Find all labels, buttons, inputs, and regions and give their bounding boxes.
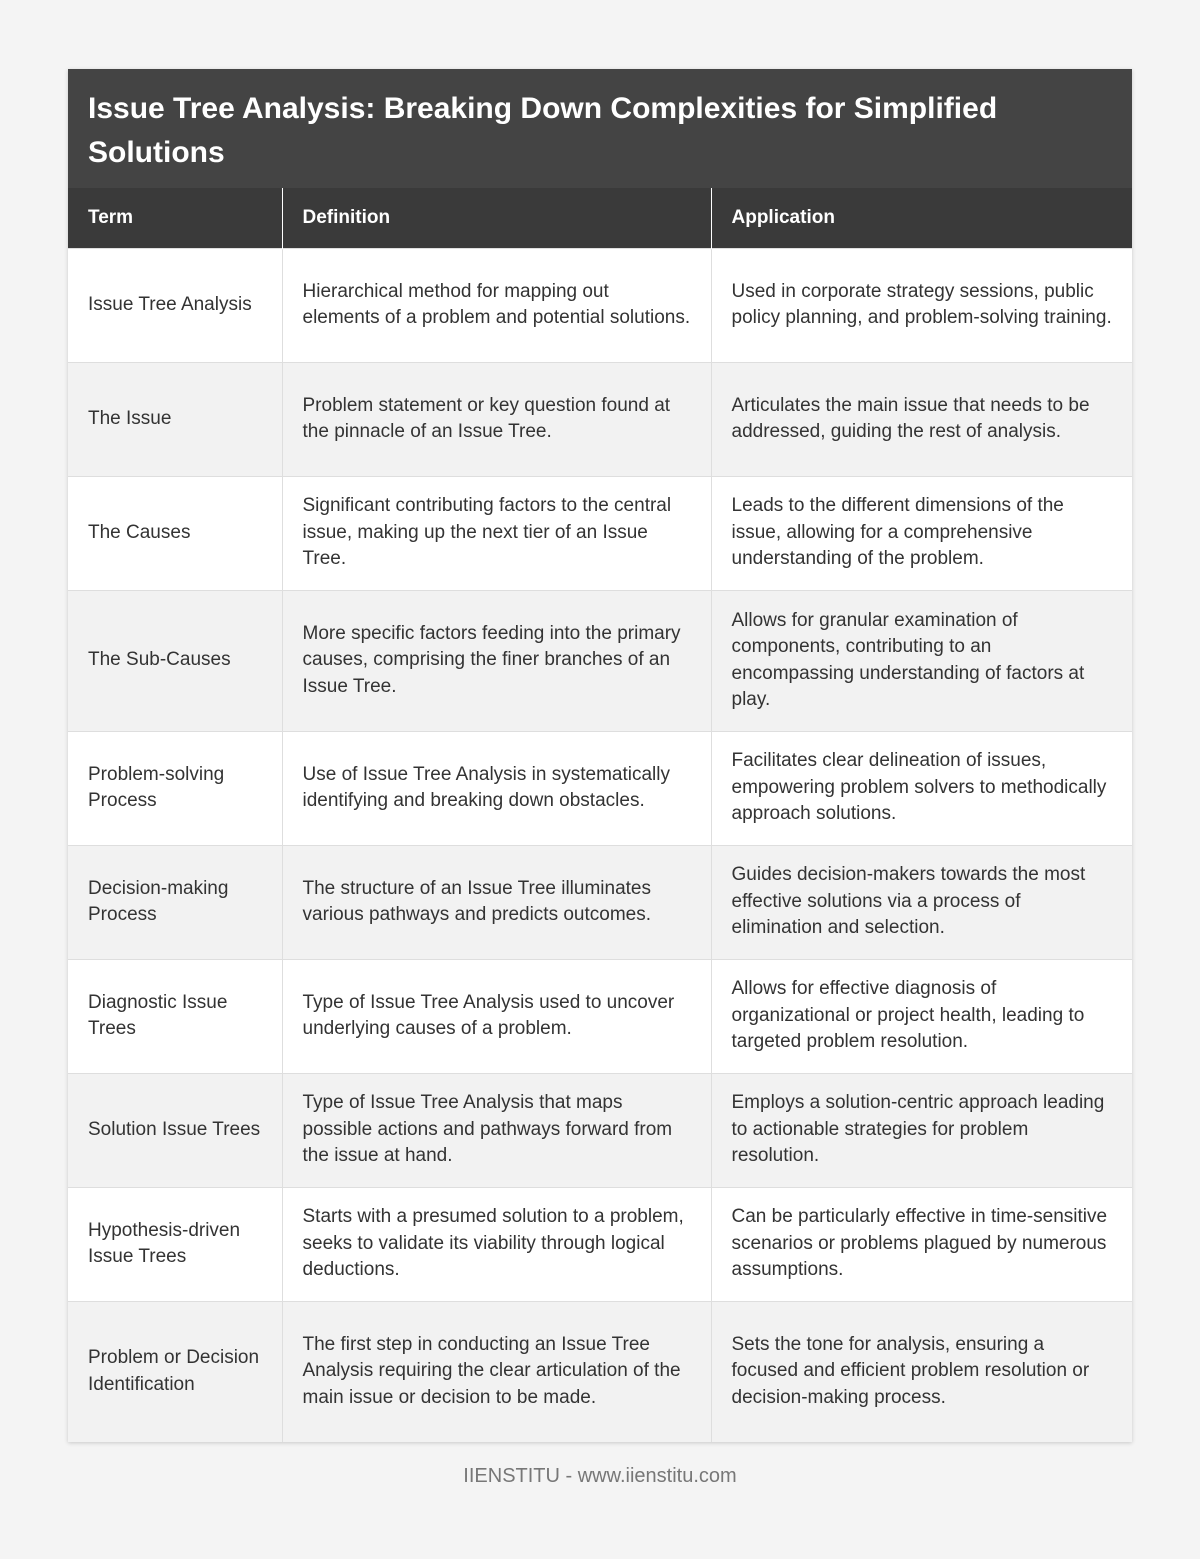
definition-cell: Significant contributing factors to the central issue, making up the next tier of an Issue Tree. <box>282 476 711 590</box>
table-row <box>68 1073 1132 1187</box>
table-row <box>68 362 1132 476</box>
table-row <box>68 476 1132 590</box>
table-card <box>68 69 1132 1442</box>
term-cell: Decision-making Process <box>68 845 282 959</box>
definition-cell: Problem statement or key question found at the pinnacle of an Issue Tree. <box>282 362 711 476</box>
term-cell: The Issue <box>68 362 282 476</box>
page-title: Issue Tree Analysis: Breaking Down Complexities for Simplified Solutions <box>68 69 1132 188</box>
definition-cell: More specific factors feeding into the primary causes, comprising the finer branches of an Issue Tree. <box>282 590 711 731</box>
definition-cell: Type of Issue Tree Analysis used to uncover underlying causes of a problem. <box>282 959 711 1073</box>
term-cell: Solution Issue Trees <box>68 1073 282 1187</box>
table-row <box>68 845 1132 959</box>
definition-cell: The structure of an Issue Tree illuminates various pathways and predicts outcomes. <box>282 845 711 959</box>
column-header-definition: Definition <box>282 188 711 248</box>
table-row <box>68 731 1132 845</box>
column-header-application: Application <box>711 188 1132 248</box>
definition-cell: Type of Issue Tree Analysis that maps possible actions and pathways forward from the issue at hand. <box>282 1073 711 1187</box>
table-row <box>68 1301 1132 1442</box>
definition-cell: Starts with a presumed solution to a problem, seeks to validate its viability through logical deductions. <box>282 1187 711 1301</box>
footer-credit: IIENSTITU - www.iienstitu.com <box>463 1465 737 1487</box>
term-cell: The Sub-Causes <box>68 590 282 731</box>
application-cell: Used in corporate strategy sessions, public policy planning, and problem-solving training. <box>711 248 1132 362</box>
term-cell: Problem or Decision Identification <box>68 1301 282 1442</box>
term-cell: Diagnostic Issue Trees <box>68 959 282 1073</box>
application-cell: Leads to the different dimensions of the issue, allowing for a comprehensive understanding of the problem. <box>711 476 1132 590</box>
definition-cell: The first step in conducting an Issue Tree Analysis requiring the clear articulation of the main issue or decision to be made. <box>282 1301 711 1442</box>
application-cell: Facilitates clear delineation of issues, empowering problem solvers to methodically approach solutions. <box>711 731 1132 845</box>
application-cell: Allows for effective diagnosis of organizational or project health, leading to targeted problem resolution. <box>711 959 1132 1073</box>
term-cell: Hypothesis-driven Issue Trees <box>68 1187 282 1301</box>
column-header-term: Term <box>68 188 282 248</box>
term-cell: Problem-solving Process <box>68 731 282 845</box>
table-row <box>68 959 1132 1073</box>
table-row <box>68 1187 1132 1301</box>
header-row <box>68 188 1132 248</box>
table-row <box>68 590 1132 731</box>
application-cell: Sets the tone for analysis, ensuring a focused and efficient problem resolution or decision-making process. <box>711 1301 1132 1442</box>
definition-cell: Use of Issue Tree Analysis in systematically identifying and breaking down obstacles. <box>282 731 711 845</box>
application-cell: Articulates the main issue that needs to be addressed, guiding the rest of analysis. <box>711 362 1132 476</box>
table-row <box>68 248 1132 362</box>
term-cell: The Causes <box>68 476 282 590</box>
application-cell: Guides decision-makers towards the most effective solutions via a process of elimination and selection. <box>711 845 1132 959</box>
application-cell: Can be particularly effective in time-sensitive scenarios or problems plagued by numerous assumptions. <box>711 1187 1132 1301</box>
application-cell: Allows for granular examination of components, contributing to an encompassing understanding of factors at play. <box>711 590 1132 731</box>
application-cell: Employs a solution-centric approach leading to actionable strategies for problem resolution. <box>711 1073 1132 1187</box>
issue-tree-table <box>68 188 1132 1442</box>
term-cell: Issue Tree Analysis <box>68 248 282 362</box>
definition-cell: Hierarchical method for mapping out elements of a problem and potential solutions. <box>282 248 711 362</box>
